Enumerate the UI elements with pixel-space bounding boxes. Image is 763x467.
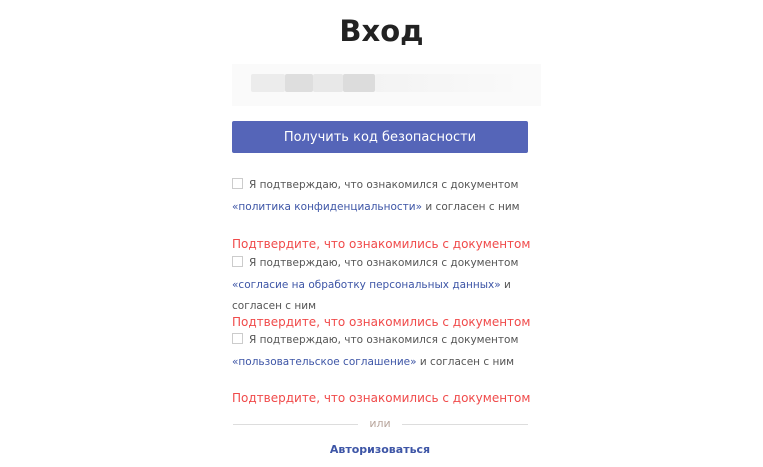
redacted-phone-block [375,74,525,92]
consent-privacy-policy [232,175,532,218]
user-agreement-link[interactable]: «пользовательское соглашение» [232,355,417,368]
consent-checkbox[interactable] [232,256,243,267]
consent-error-message: Подтвердите, что ознакомились с документом [232,237,531,251]
consent-checkbox[interactable] [232,178,243,189]
privacy-policy-link[interactable]: «политика конфиденциальности» [232,200,423,213]
page-title: Вход [339,14,424,48]
redacted-phone-block [313,74,343,92]
redacted-phone-block [285,74,313,92]
divider-line [402,424,528,425]
personal-data-consent-link[interactable]: «согласие на обработку персональных данных» [232,278,501,291]
divider-line [233,424,358,425]
consent-text: Я подтверждаю, что ознакомился с документом [249,179,519,191]
authorize-link[interactable]: Авторизоваться [329,443,431,456]
consent-text: Я подтверждаю, что ознакомился с документом [249,257,519,269]
consent-user-agreement [232,330,532,373]
consent-text: и согласен с ним [416,355,515,368]
consent-text: и согласен с ним [422,200,520,213]
consent-personal-data [232,253,532,318]
get-security-code-button[interactable]: Получить код безопасности [232,121,528,153]
divider-or-label: или [369,417,391,430]
consent-error-message: Подтвердите, что ознакомились с документом [232,315,531,329]
consent-text: Я подтверждаю, что ознакомился с документом [249,334,519,346]
redacted-phone-block [343,74,375,92]
redacted-phone-block [251,74,285,92]
consent-checkbox[interactable] [232,333,243,344]
consent-text: и согласен с ним [232,278,511,312]
consent-error-message: Подтвердите, что ознакомились с документом [232,391,531,405]
